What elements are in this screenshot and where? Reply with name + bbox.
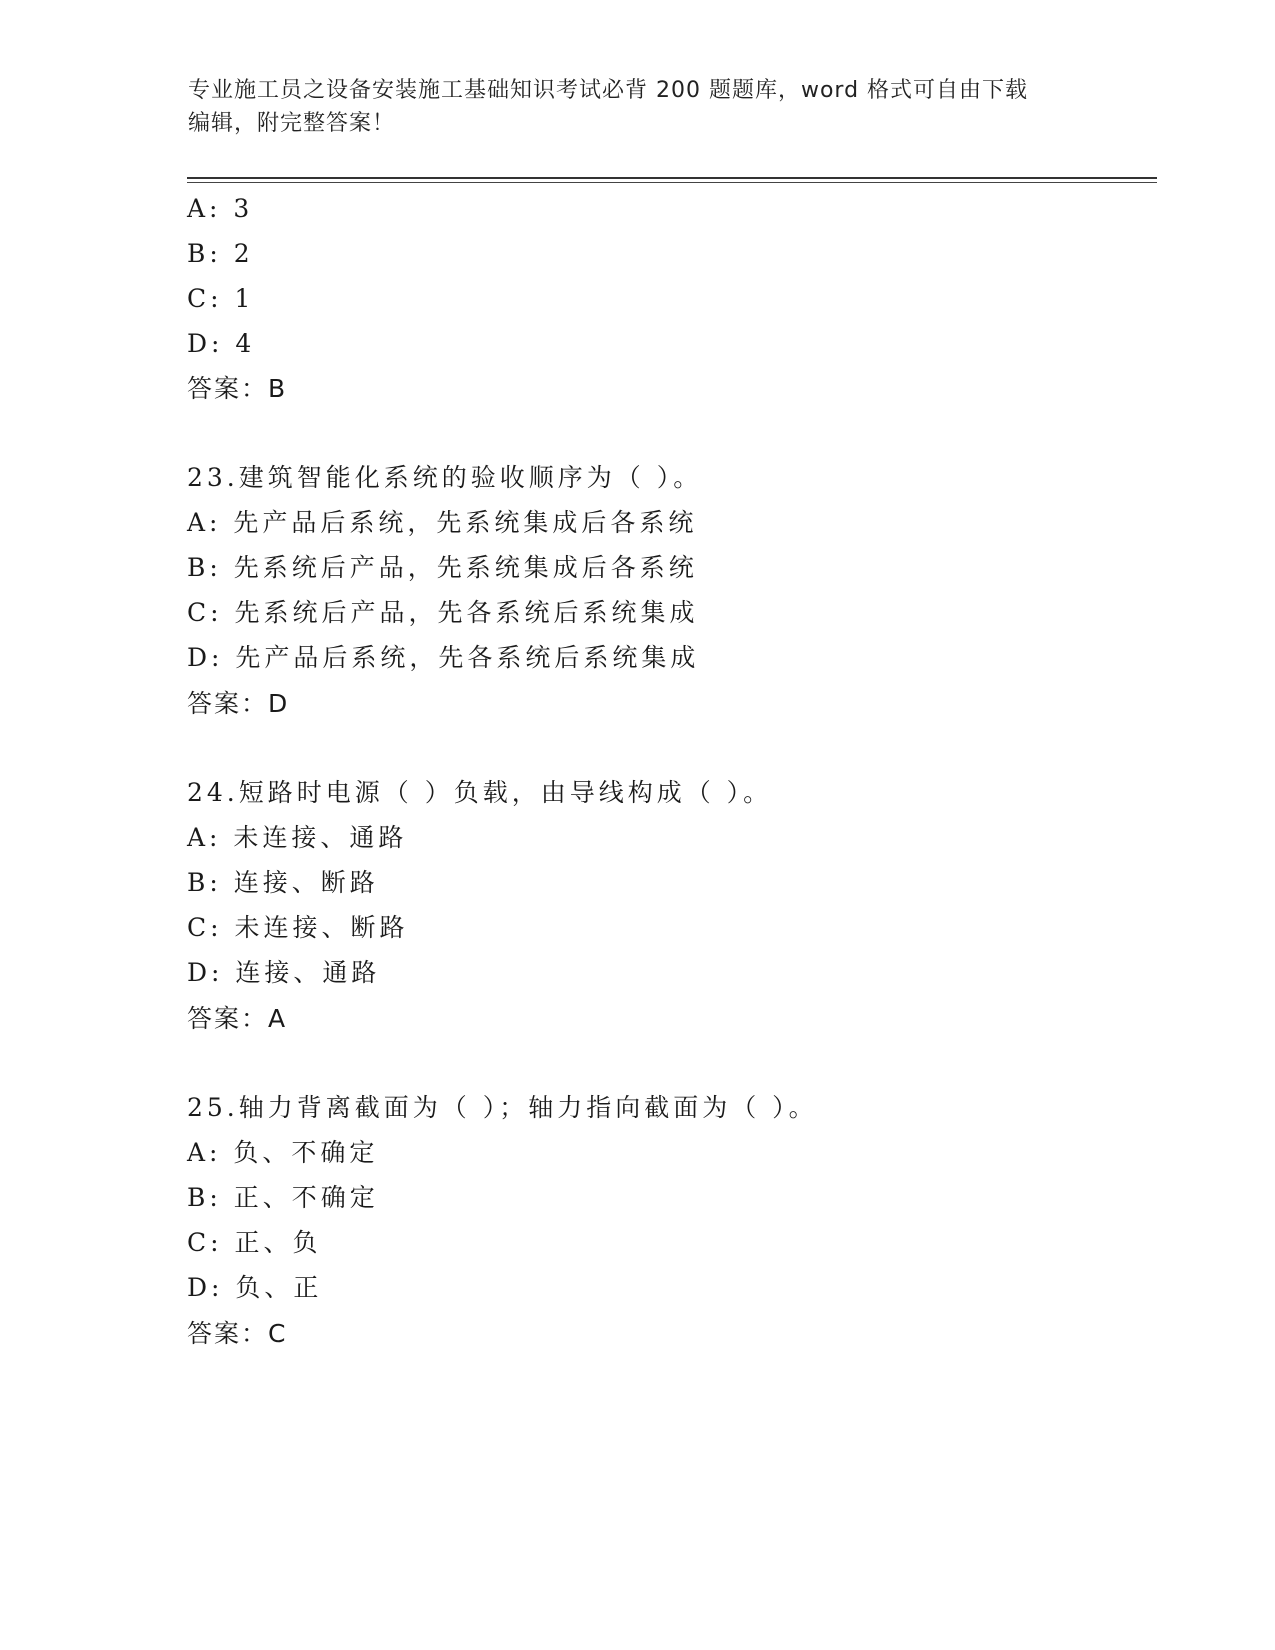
header-divider-thin (187, 182, 1157, 183)
option-a: A: 未连接、通路 (187, 823, 408, 852)
option-b: B: 先系统后产品，先系统集成后各系统 (187, 553, 698, 582)
document-header (188, 74, 1088, 140)
question-text: 24.短路时电源（ ）负载，由导线构成（ ）。 (187, 778, 773, 807)
option-d: D: 负、正 (187, 1273, 323, 1302)
option-b: B: 正、不确定 (187, 1183, 379, 1212)
header-divider-thick (187, 177, 1157, 179)
option-c: C: 先系统后产品，先各系统后系统集成 (187, 598, 699, 627)
question-text: 23.建筑智能化系统的验收顺序为（ ）。 (187, 463, 703, 492)
option-d: D: 4 (187, 329, 256, 358)
option-a: A: 先产品后系统，先系统集成后各系统 (187, 508, 698, 537)
answer: 答案：D (187, 689, 290, 718)
option-a: A: 3 (187, 194, 254, 223)
option-a: A: 负、不确定 (187, 1138, 379, 1167)
option-c: C: 未连接、断路 (187, 913, 409, 942)
option-d: D: 先产品后系统，先各系统后系统集成 (187, 643, 700, 672)
header-line-1: 专业施工员之设备安装施工基础知识考试必背 200 题题库，word 格式可自由下载 (188, 78, 1029, 103)
answer: 答案：C (187, 1319, 288, 1348)
answer: 答案：A (187, 1004, 288, 1033)
option-c: C: 正、负 (187, 1228, 322, 1257)
option-b: B: 2 (187, 239, 254, 268)
option-d: D: 连接、通路 (187, 958, 381, 987)
answer: 答案：B (187, 374, 288, 403)
option-b: B: 连接、断路 (187, 868, 379, 897)
option-c: C: 1 (187, 284, 255, 313)
header-line-2: 编辑，附完整答案！ (188, 111, 396, 136)
question-text: 25.轴力背离截面为（ ）；轴力指向截面为（ ）。 (187, 1093, 818, 1122)
